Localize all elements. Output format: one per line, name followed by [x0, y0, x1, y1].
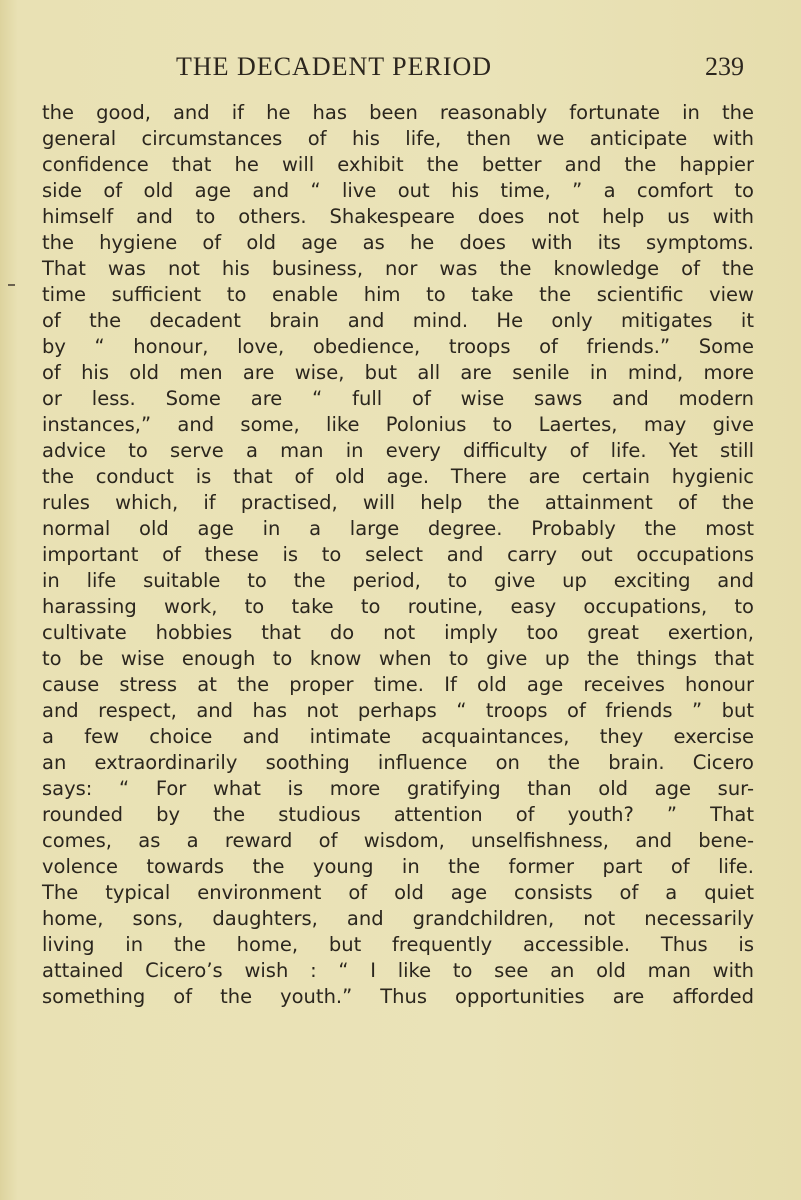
text-line: to be wise enough to know when to give up the things that	[42, 647, 754, 670]
text-line: That was not his business, nor was the knowledge of the	[42, 257, 754, 280]
text-line: or less. Some are “ full of wise saws and modern	[42, 387, 754, 410]
text-line: the hygiene of old age as he does with its symptoms.	[42, 231, 754, 254]
text-line: side of old age and “ live out his time, ” a comfort to	[42, 179, 754, 202]
text-line: of the decadent brain and mind. He only mitigates it	[42, 309, 754, 332]
text-line: something of the youth.” Thus opportunities are afforded	[42, 985, 754, 1008]
text-line: rounded by the studious attention of youth? ” That	[42, 803, 754, 826]
text-line: the good, and if he has been reasonably fortunate in the	[42, 101, 754, 124]
text-line: says: “ For what is more gratifying than old age sur-	[42, 777, 754, 800]
text-line: and respect, and has not perhaps “ troops of friends ” but	[42, 699, 754, 722]
text-line: comes, as a reward of wisdom, unselfishness, and bene-	[42, 829, 754, 852]
text-line: attained Cicero’s wish : “ I like to see an old man with	[42, 959, 754, 982]
text-line: cause stress at the proper time. If old age receives honour	[42, 673, 754, 696]
text-line: rules which, if practised, will help the attainment of the	[42, 491, 754, 514]
text-line: the conduct is that of old age. There are certain hygienic	[42, 465, 754, 488]
text-line: himself and to others. Shakespeare does not help us with	[42, 205, 754, 228]
margin-mark	[8, 284, 15, 286]
text-line: normal old age in a large degree. Probably the most	[42, 517, 754, 540]
text-line: cultivate hobbies that do not imply too great exertion,	[42, 621, 754, 644]
text-line: confidence that he will exhibit the better and the happier	[42, 153, 754, 176]
text-line: advice to serve a man in every difficulty of life. Yet still	[42, 439, 754, 462]
text-line: general circumstances of his life, then we anticipate with	[42, 127, 754, 150]
text-line: volence towards the young in the former part of life.	[42, 855, 754, 878]
text-line: living in the home, but frequently accessible. Thus is	[42, 933, 754, 956]
text-line: a few choice and intimate acquaintances, they exercise	[42, 725, 754, 748]
text-line: time sufficient to enable him to take the scientific view	[42, 283, 754, 306]
text-line: in life suitable to the period, to give up exciting and	[42, 569, 754, 592]
text-line: The typical environment of old age consists of a quiet	[42, 881, 754, 904]
text-line: instances,” and some, like Polonius to Laertes, may give	[42, 413, 754, 436]
text-line: by “ honour, love, obedience, troops of friends.” Some	[42, 335, 754, 358]
text-line: important of these is to select and carry out occupations	[42, 543, 754, 566]
text-line: an extraordinarily soothing influence on the brain. Cicero	[42, 751, 754, 774]
text-line: of his old men are wise, but all are senile in mind, more	[42, 361, 754, 384]
page-number: 239	[705, 52, 744, 81]
page-header	[0, 46, 801, 86]
text-line: home, sons, daughters, and grandchildren, not necessarily	[42, 907, 754, 930]
text-line: harassing work, to take to routine, easy occupations, to	[42, 595, 754, 618]
body-text	[42, 100, 754, 1010]
running-head: THE DECADENT PERIOD	[176, 52, 493, 81]
